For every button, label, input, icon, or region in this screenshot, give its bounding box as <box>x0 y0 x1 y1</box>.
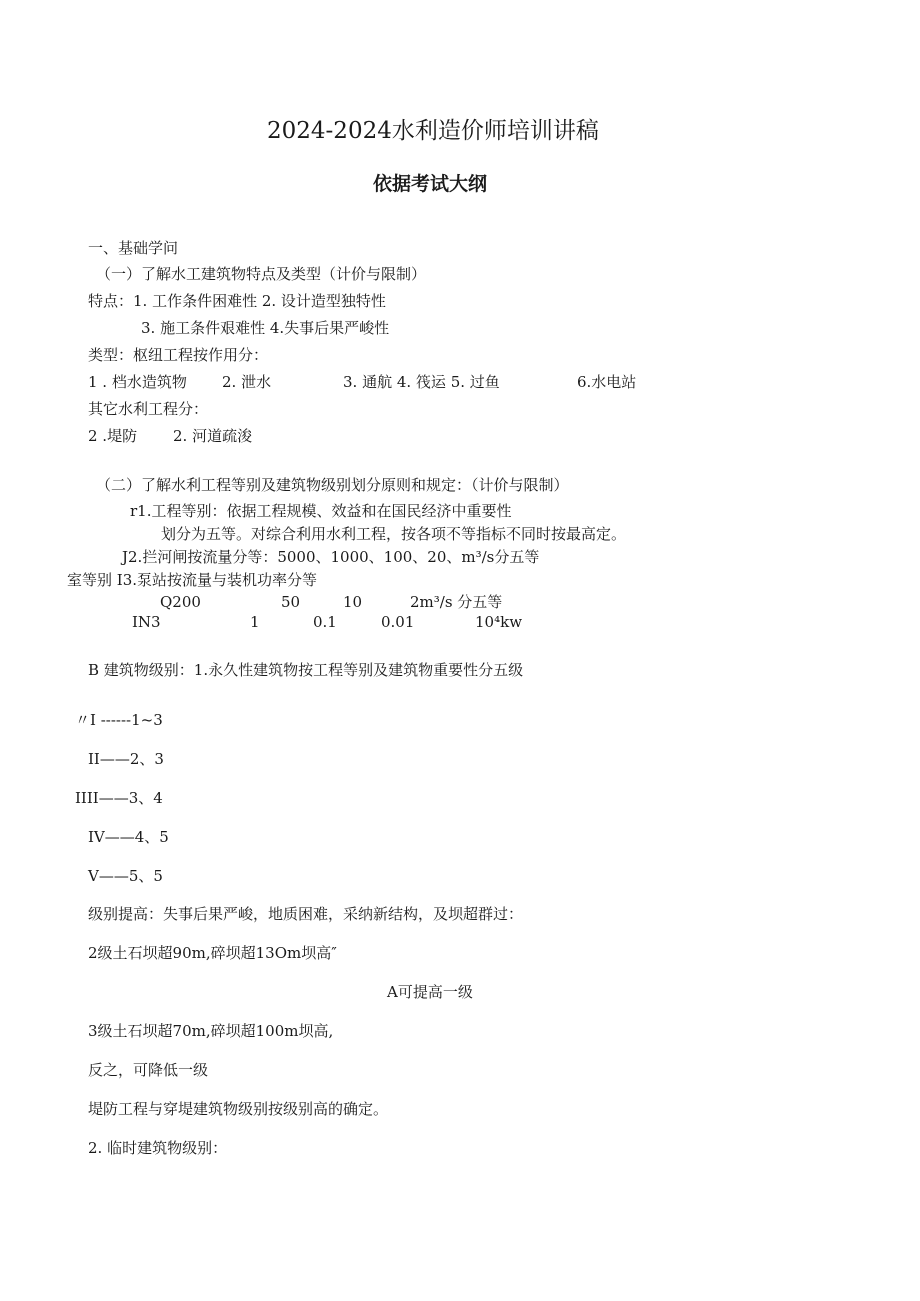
q-row-cell: 2m³/s 分五等 <box>410 593 503 611</box>
q-row-cell: 10 <box>343 593 363 611</box>
types-item: 1 . 档水造筑物 <box>88 373 187 391</box>
level-item: 〃I ------1~3 <box>75 711 163 729</box>
section-heading: 一、基础学问 <box>88 239 179 257</box>
document-subtitle: 依据考试大纲 <box>373 173 488 195</box>
grade-line-2: 划分为五等。对综合利用水利工程，按各项不等指标不同时按最高定。 <box>161 525 627 543</box>
building-level-line: B 建筑物级别：1.永久性建筑物按工程等别及建筑物重要性分五级 <box>88 661 524 679</box>
grade-line-1: r1.工程等别：依据工程规模、效益和在国民经济中重要性 <box>130 502 512 520</box>
subsection-heading-2: （二）了解水利工程等别及建筑物级别划分原则和规定：（计价与限制） <box>96 476 569 494</box>
subsection-heading-1: （一）了解水工建筑物特点及类型（计价与限制） <box>96 265 427 283</box>
types-item: 2. 泄水 <box>222 373 272 391</box>
q-row-cell: 50 <box>281 593 301 611</box>
level-item: V——5、5 <box>88 867 163 885</box>
n-row-cell: 1 <box>250 613 260 631</box>
other-item: 2. 河道疏浚 <box>173 427 253 445</box>
types-item: 6.水电站 <box>577 373 637 391</box>
temp-building-line: 2. 临时建筑物级别： <box>88 1139 228 1157</box>
q-row-cell: Q200 <box>160 593 201 611</box>
types-label: 类型：枢纽工程按作用分： <box>88 346 269 364</box>
types-item: 3. 通航 4. 筏运 5. 过鱼 <box>343 373 500 391</box>
features-line-2: 3. 施工条件艰难性 4.失事后果严峻性 <box>141 319 390 337</box>
grade-line-4: 室等别 I3.泵站按流量与装机功率分等 <box>67 571 318 589</box>
raise-case-2: 3级土石坝超70m,碎坝超100m坝高, <box>88 1022 334 1040</box>
n-row-cell: 0.01 <box>381 613 415 631</box>
other-label: 其它水利工程分： <box>88 400 209 418</box>
lower-line: 反之，可降低一级 <box>88 1061 209 1079</box>
dike-line: 堤防工程与穿堤建筑物级别按级别高的确定。 <box>88 1100 389 1118</box>
document-title: 2024-2024水利造价师培训讲稿 <box>267 118 599 144</box>
raise-line: 级别提高：失事后果严峻，地质困难，采纳新结构，及坝超群过： <box>88 905 524 923</box>
features-line-1: 特点：1. 工作条件困难性 2. 设计造型独特性 <box>88 292 386 310</box>
raise-case-1: 2级土石坝超90m,碎坝超13Om坝高″ <box>88 944 337 962</box>
level-item: IIII——3、4 <box>75 789 163 807</box>
level-item: IV——4、5 <box>88 828 169 846</box>
n-row-cell: 10⁴kw <box>475 613 523 631</box>
n-row-cell: IN3 <box>132 613 161 631</box>
raise-result: A可提高一级 <box>387 983 473 1001</box>
grade-line-3: J2.拦河闸按流量分等：5000、1000、100、20、m³/s分五等 <box>122 548 540 566</box>
level-item: II——2、3 <box>88 750 164 768</box>
other-item: 2 .堤防 <box>88 427 138 445</box>
n-row-cell: 0.1 <box>313 613 337 631</box>
